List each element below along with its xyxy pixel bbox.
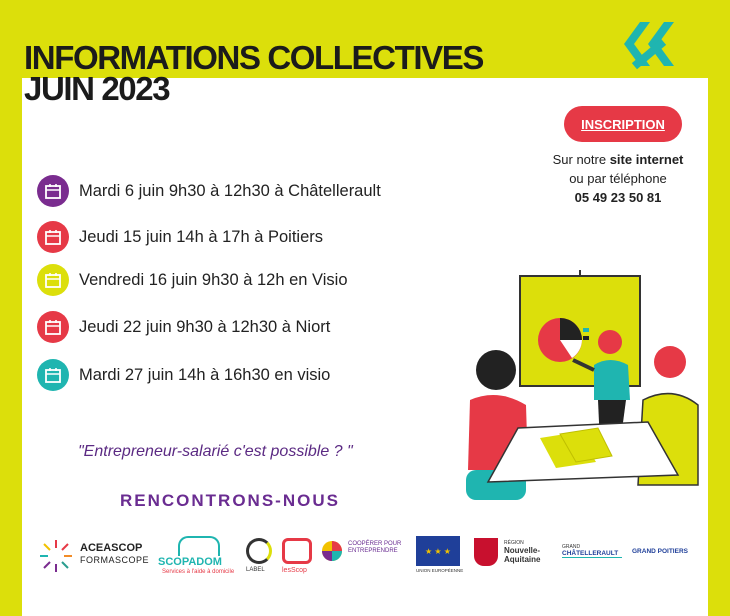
poitiers-text: GRAND POITIERS xyxy=(632,548,688,555)
event-text: Mardi 27 juin 14h à 16h30 en visio xyxy=(79,365,331,384)
label-icon xyxy=(246,538,272,564)
scopadom-sub: Services à l'aide à domicile xyxy=(162,569,235,575)
aceascop-text: ACEASCOP xyxy=(80,542,143,554)
calendar-icon xyxy=(37,175,69,207)
house-icon xyxy=(178,536,220,556)
region-logo xyxy=(474,538,560,572)
eu-flag-icon: ★ ★ ★ xyxy=(416,536,460,566)
contact-phone-label: ou par téléphone xyxy=(569,171,667,186)
event-text: Jeudi 15 juin 14h à 17h à Poitiers xyxy=(79,227,324,246)
sunburst-icon xyxy=(38,538,74,574)
chatellerault-top-text: GRAND xyxy=(562,544,581,550)
region-text: Nouvelle-Aquitaine xyxy=(504,546,541,564)
site-link[interactable]: site internet xyxy=(609,152,684,167)
contact-pre: Sur notre xyxy=(552,152,610,167)
cooperer-icon xyxy=(321,540,343,562)
inscription-button[interactable]: INSCRIPTION xyxy=(564,106,682,142)
phone-number[interactable]: 05 49 23 50 81 xyxy=(574,190,662,205)
calendar-icon xyxy=(37,221,69,253)
poitiers-logo xyxy=(632,548,702,555)
eu-logo xyxy=(416,536,466,576)
event-item xyxy=(37,221,323,253)
region-top-text: RÉGION xyxy=(504,540,524,546)
cooperer-logo xyxy=(321,540,411,570)
contact-info xyxy=(533,150,703,207)
region-crest-icon xyxy=(474,538,498,566)
formascope-text: FORMASCOPE xyxy=(80,555,150,565)
event-item xyxy=(37,175,381,207)
label-logo xyxy=(246,538,272,578)
event-text: Jeudi 22 juin 9h30 à 12h30 à Niort xyxy=(79,317,331,336)
cta-text: RENCONTRONS-NOUS xyxy=(120,491,340,510)
chatellerault-logo xyxy=(562,544,622,558)
lescop-icon xyxy=(282,538,312,564)
event-text: Mardi 6 juin 9h30 à 12h30 à Châtellerault xyxy=(79,181,381,200)
label-text: LABEL xyxy=(246,567,265,573)
event-item xyxy=(37,359,330,391)
calendar-icon xyxy=(37,311,69,343)
slogan: "Entrepreneur-salarié c'est possible ? " xyxy=(78,443,353,460)
scopadom-logo xyxy=(156,534,238,578)
eu-text: UNION EUROPÉENNE xyxy=(416,568,464,573)
title-line-1: INFORMATIONS COLLECTIVES xyxy=(24,39,483,76)
event-item xyxy=(37,264,348,296)
calendar-icon xyxy=(37,359,69,391)
event-item xyxy=(37,311,330,343)
chatellerault-text: CHÂTELLERAULT xyxy=(562,550,622,558)
chevrons-icon xyxy=(620,22,700,92)
cooperer-text: COOPÉRER POUR ENTREPRENDRE xyxy=(348,541,402,554)
title-line-2: JUIN 2023 xyxy=(24,70,170,107)
scopadom-text: SCOPADOM xyxy=(158,556,222,568)
lescop-logo xyxy=(282,538,312,578)
page-title xyxy=(24,39,483,107)
partner-logos xyxy=(38,532,708,582)
event-text: Vendredi 16 juin 9h30 à 12h en Visio xyxy=(79,270,348,289)
lescop-text: lesScop xyxy=(282,567,307,574)
meeting-illustration xyxy=(448,270,703,520)
calendar-icon xyxy=(37,264,69,296)
